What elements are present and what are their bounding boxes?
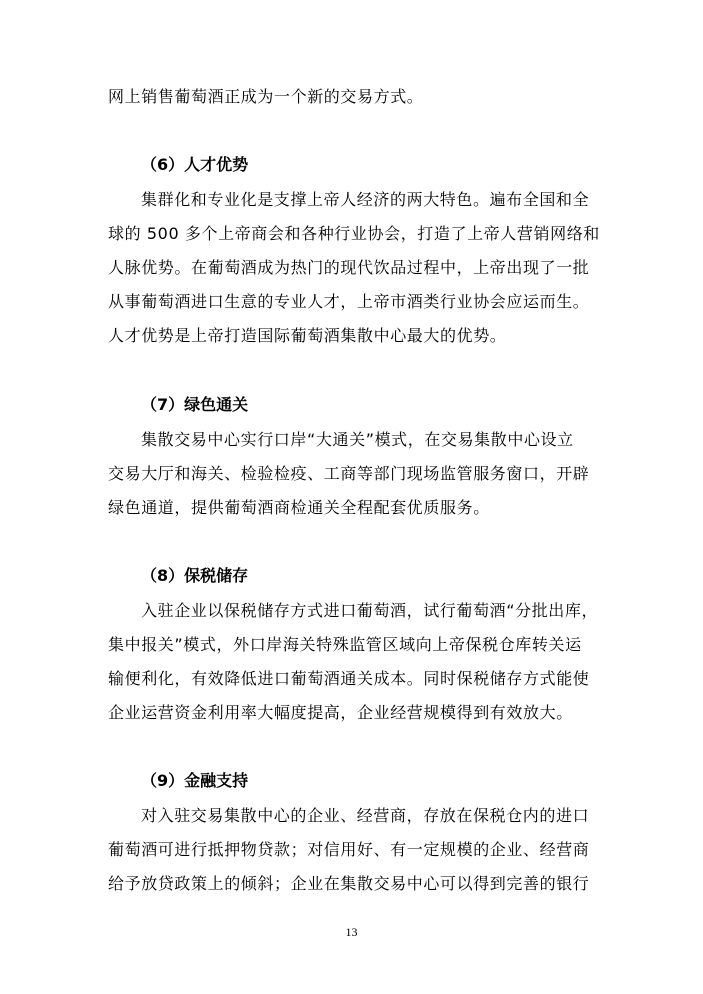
paragraph-line: 绿色通道，提供葡萄酒商检通关全程配套优质服务。	[108, 498, 490, 517]
page-number: 13	[345, 925, 358, 939]
paragraph-line: 球的 500 多个上帝商会和各种行业协会，打造了上帝人营销网络和	[108, 224, 600, 243]
paragraph-line: 人脉优势。在葡萄酒成为热门的现代饮品过程中，上帝出现了一批	[108, 258, 590, 277]
section-heading-talent: （6）人才优势	[141, 155, 249, 174]
paragraph-line: 集群化和专业化是支撑上帝人经济的两大特色。遍布全国和全	[141, 190, 590, 209]
paragraph-line: 人才优势是上帝打造国际葡萄酒集散中心最大的优势。	[108, 326, 507, 345]
paragraph-line: 从事葡萄酒进口生意的专业人才，上帝市酒类行业协会应运而生。	[108, 292, 590, 311]
section-heading-green-customs: （7）绿色通关	[141, 395, 249, 414]
paragraph-line: 企业运营资金利用率大幅度提高，企业经营规模得到有效放大。	[108, 703, 573, 722]
paragraph-line: 网上销售葡萄酒正成为一个新的交易方式。	[108, 87, 424, 106]
paragraph-line: 葡萄酒可进行抵押物贷款；对信用好、有一定规模的企业、经营商	[108, 840, 590, 859]
section-heading-bonded-storage: （8）保税储存	[141, 566, 249, 585]
paragraph-line: 入驻企业以保税储存方式进口葡萄酒，试行葡萄酒“分批出库，	[141, 601, 599, 620]
paragraph-line: 交易大厅和海关、检验检疫、工商等部门现场监管服务窗口，开辟	[108, 464, 590, 483]
paragraph-line: 集中报关”模式，外口岸海关特殊监管区域向上帝保税仓库转关运	[108, 635, 582, 654]
paragraph-line: 输便利化，有效降低进口葡萄酒通关成本。同时保税储存方式能使	[108, 669, 590, 688]
section-heading-financial-support: （9）金融支持	[141, 771, 249, 790]
paragraph-line: 集散交易中心实行口岸“大通关”模式，在交易集散中心设立	[141, 430, 574, 449]
paragraph-line: 给予放贷政策上的倾斜；企业在集散交易中心可以得到完善的银行	[108, 874, 590, 893]
paragraph-line: 对入驻交易集散中心的企业、经营商，存放在保税仓内的进口	[141, 806, 590, 825]
